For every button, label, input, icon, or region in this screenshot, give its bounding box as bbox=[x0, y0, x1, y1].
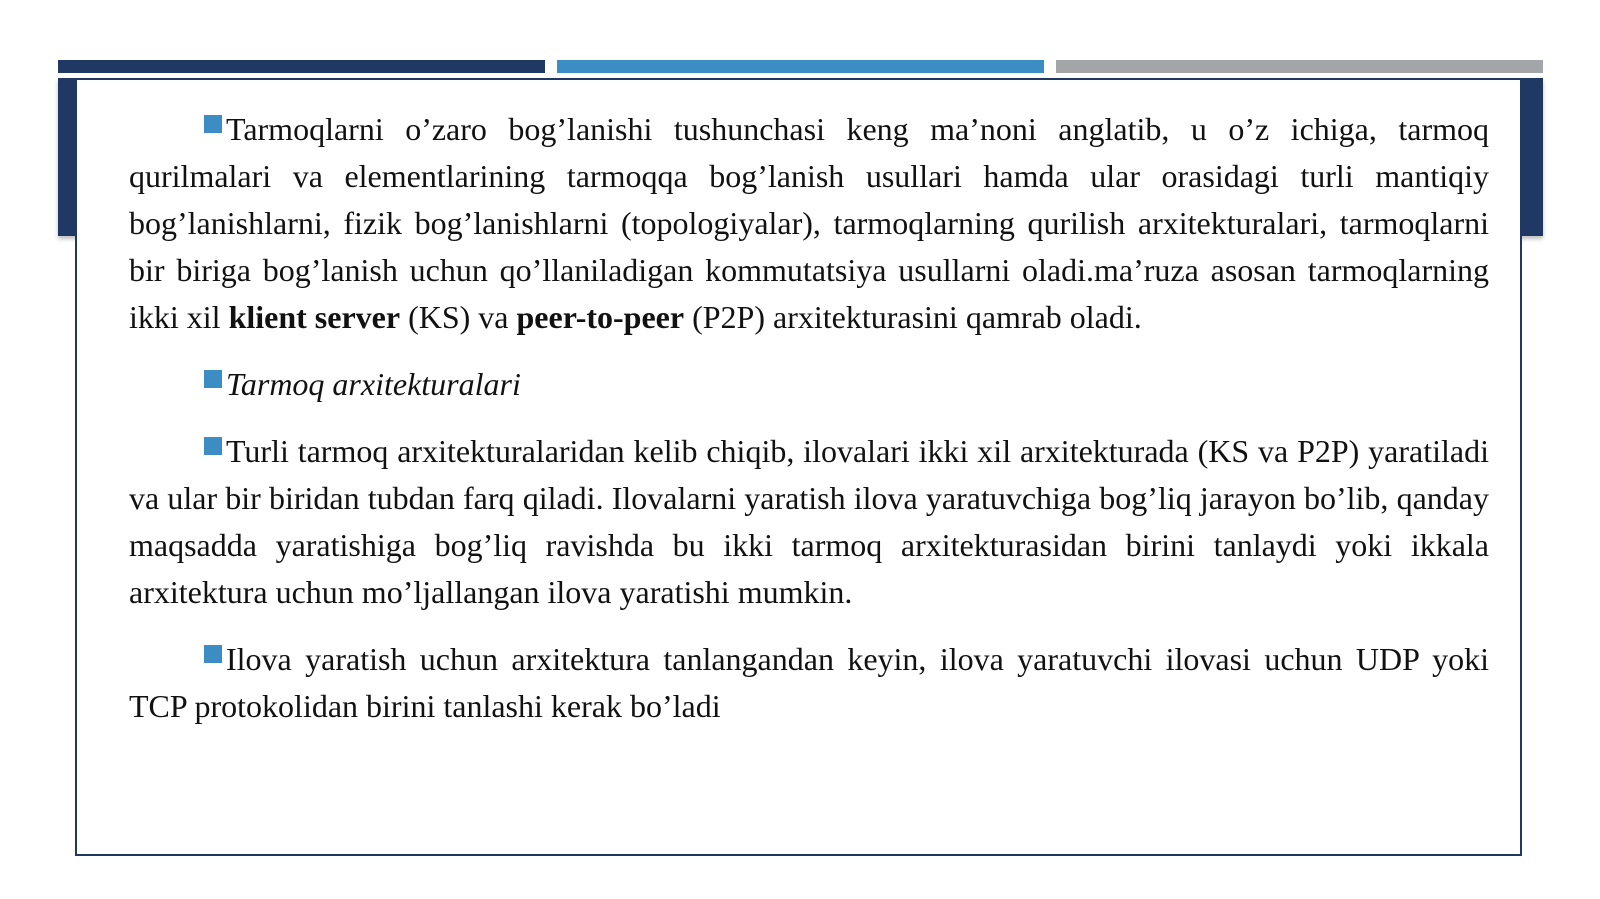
square-bullet-icon bbox=[204, 115, 222, 133]
square-bullet-icon bbox=[204, 370, 222, 388]
paragraph-1 bbox=[129, 106, 1489, 341]
paragraph-4-text: Ilova yaratish uchun arxitektura tanlangandan keyin, ilova yaratuvchi ilovasi uchun UDP yoki TCP protokolidan birini tanlashi kerak bo’ladi bbox=[129, 641, 1489, 724]
term-peer-to-peer: peer-to-peer bbox=[516, 299, 685, 335]
paragraph-4 bbox=[129, 636, 1489, 730]
subheading-tarmoq-arxitekturalari: Tarmoq arxitekturalari bbox=[226, 366, 521, 402]
term-klient-server: klient server bbox=[228, 299, 401, 335]
paragraph-3-text: Turli tarmoq arxitekturalaridan kelib chiqib, ilovalari ikki xil arxitekturada (KS va P2P) yaratiladi va ular bir biridan tubdan farq qiladi. Ilovalarni yaratish ilova yaratuvchiga bog’liq jarayon bo’lib, qanday maqsadda yaratishiga bog’liq ravishda bu ikki tarmoq arxitekturasidan birini tanlaydi yoki ikkala arxitektura uchun mo’ljallangan ilova yaratishi mumkin. bbox=[129, 433, 1489, 610]
header-bar-gray bbox=[1056, 60, 1543, 73]
paragraph-1-text-a: Tarmoqlarni o’zaro bog’lanishi tushunchasi keng ma’noni anglatib, u o’z ichiga, tarmoq qurilmalari va elementlarining tarmoqqa bog’lanish usullari hamda ular orasidagi turli mantiqiy bog’lanishlarni, fizik bog’lanishlarni (topologiyalar), tarmoqlarning qurilish arxitekturalari, tarmoqlarni bir biriga bog’lanish uchun qo’llaniladigan kommutatsiya usullarni oladi.ma’ruza asosan tarmoqlarning ikki xil bbox=[129, 111, 1489, 335]
header-bar-blue bbox=[557, 60, 1044, 73]
right-accent-block bbox=[1519, 78, 1543, 236]
paragraph-1-text-c: (P2P) arxitekturasini qamrab oladi. bbox=[684, 299, 1142, 335]
paragraph-1-text-b: (KS) va bbox=[400, 299, 517, 335]
square-bullet-icon bbox=[204, 437, 222, 455]
square-bullet-icon bbox=[204, 645, 222, 663]
header-bar-navy bbox=[58, 60, 545, 73]
paragraph-2 bbox=[129, 361, 1489, 408]
slide-content-box bbox=[75, 78, 1522, 856]
paragraph-3 bbox=[129, 428, 1489, 616]
